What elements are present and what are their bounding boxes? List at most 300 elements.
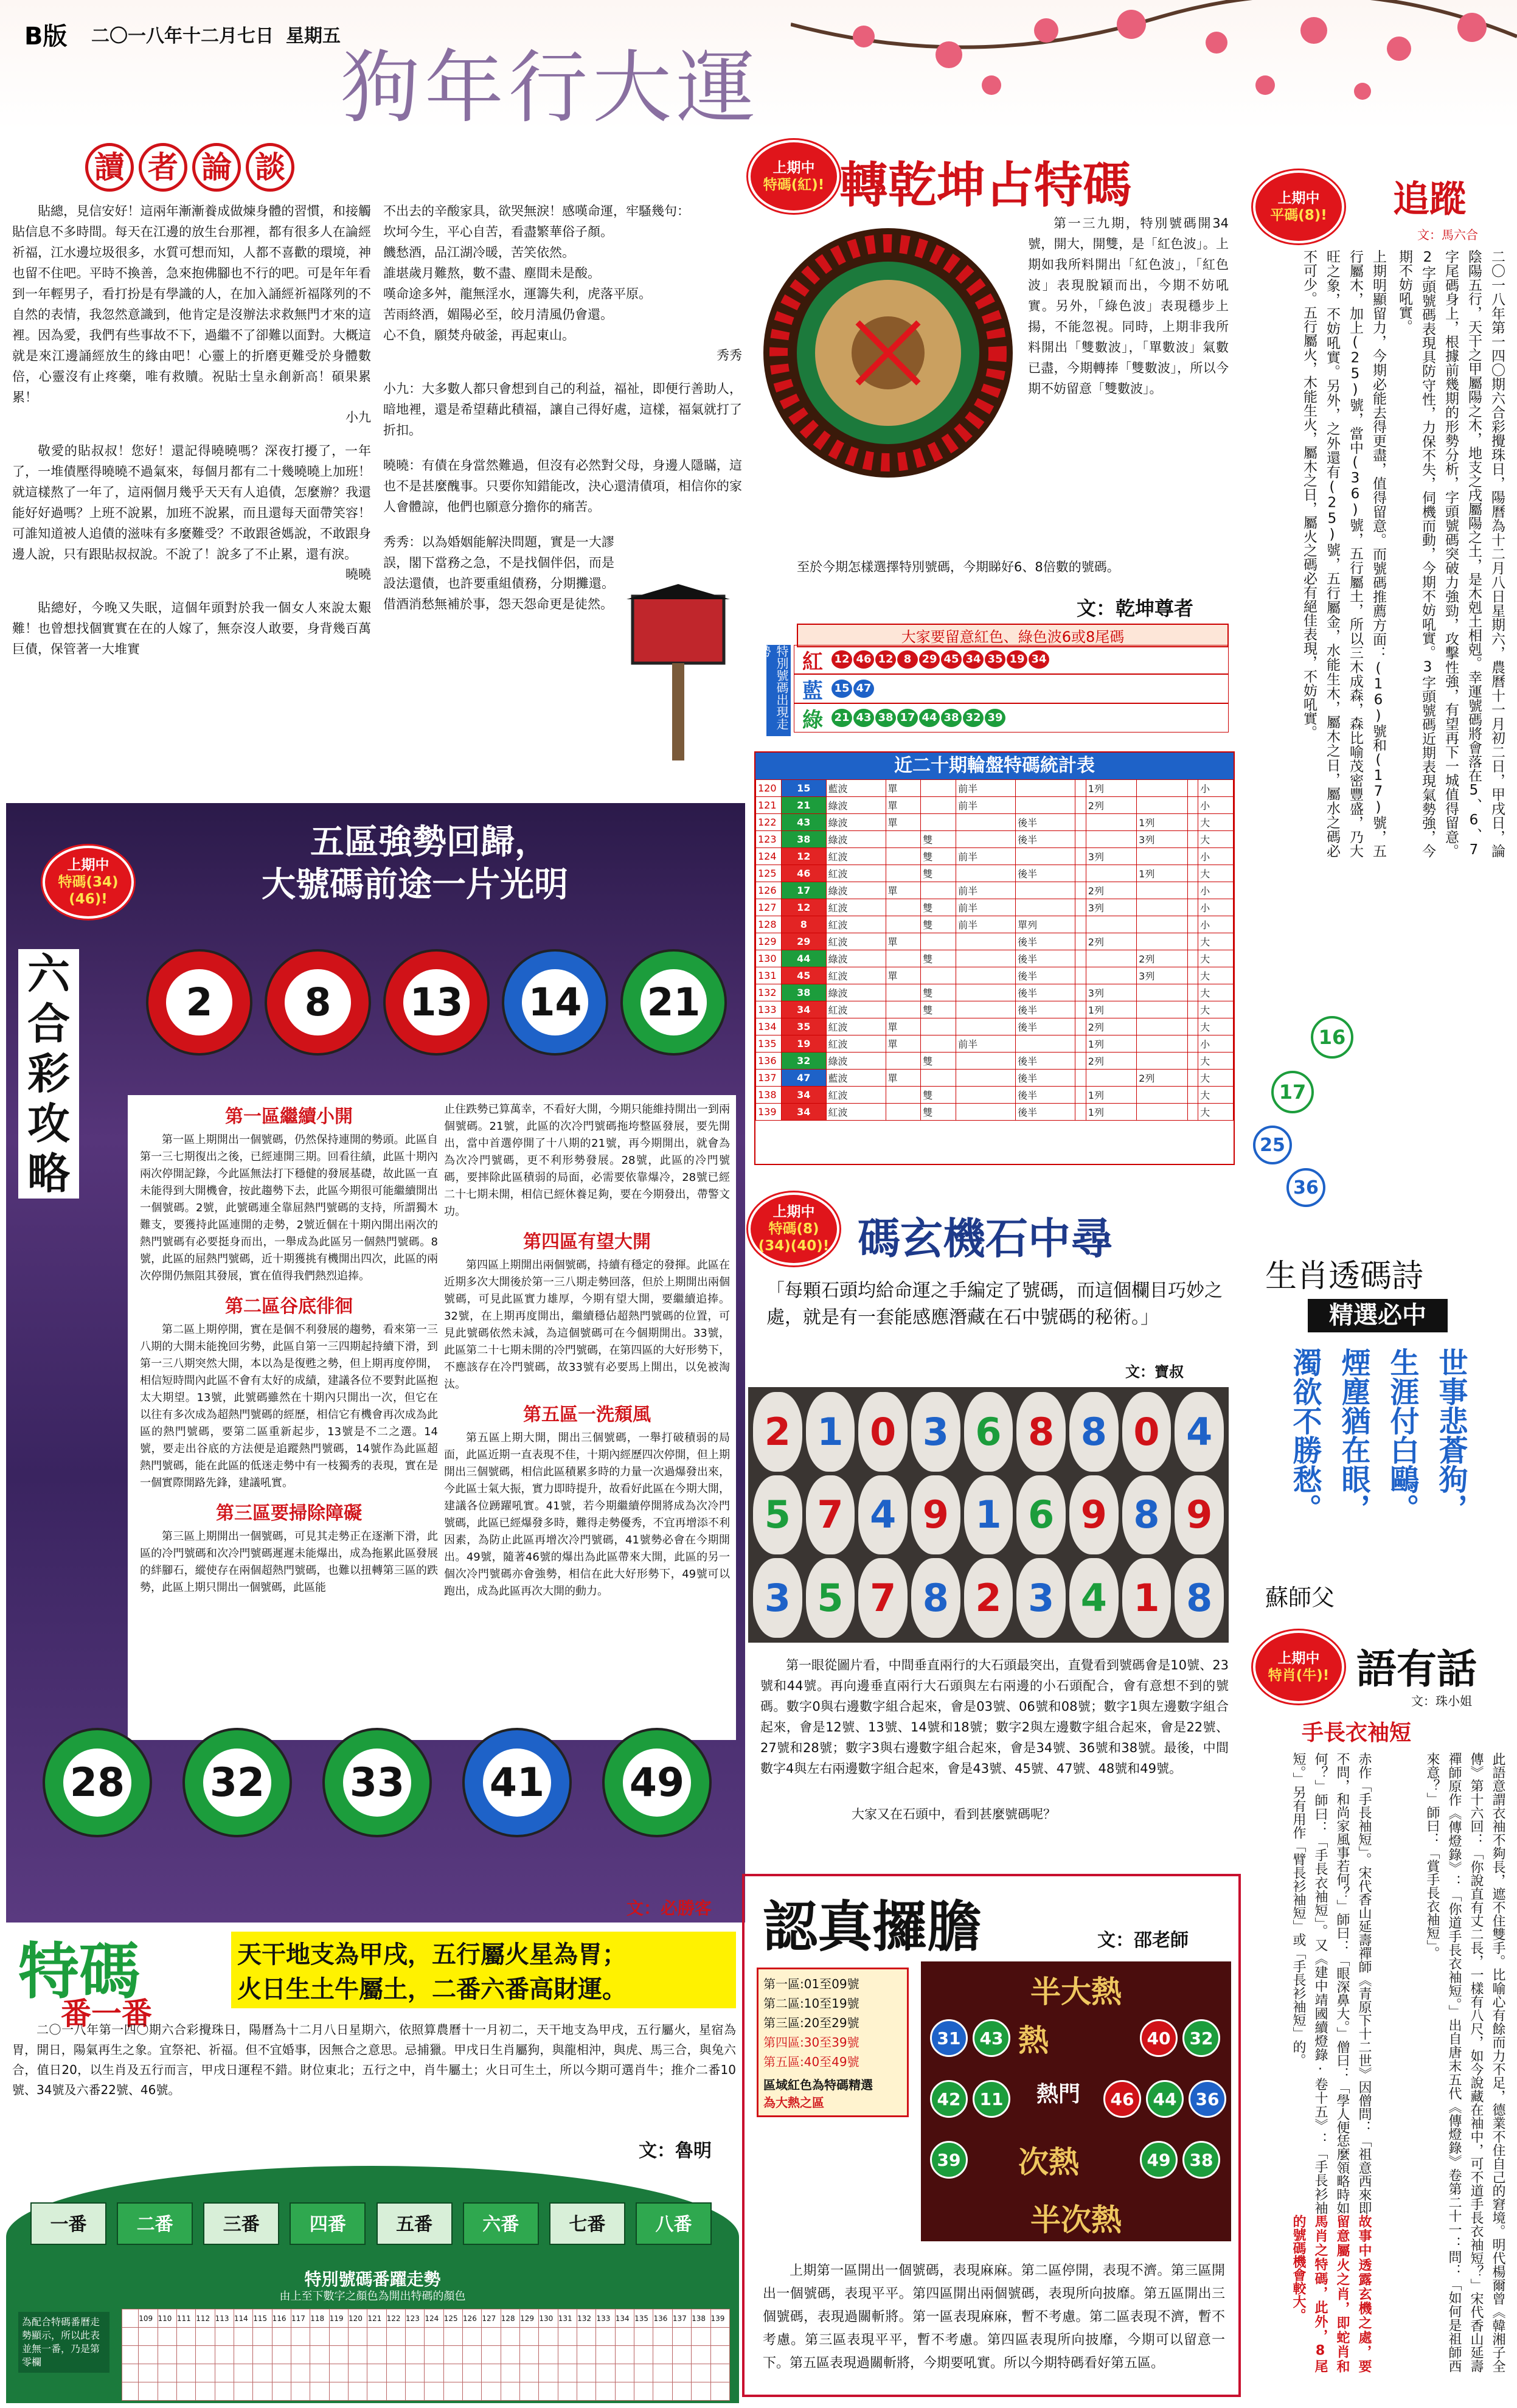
stats-row [756, 933, 1234, 950]
poem-line: 世事悲蒼狗， [1434, 1348, 1468, 1523]
stats-cell: 32 [782, 1053, 827, 1070]
zone-item: 第一區:01至09號 [763, 1977, 859, 1991]
stats-cell [1187, 899, 1198, 916]
stone-number: 8 [1122, 1475, 1172, 1555]
courage-ball: 39 [930, 2141, 968, 2179]
wave-number: 34 [963, 650, 984, 669]
tema-author: 文：魯明 [639, 2140, 712, 2162]
stats-cell: 46 [782, 865, 827, 882]
stats-cell: 後半 [1016, 814, 1075, 831]
stats-cell: 38 [782, 831, 827, 848]
stats-cell: 紅波 [826, 848, 886, 865]
zone-text: 第五區上期大開，開出三個號碼，一舉打破積弱的局面，此區近期一直表現不佳，十期內經歷四次停開，但上期開出三個號碼，相信此區積累多時的力量一次過爆發出來，今此區士氣大振，實力即時提升，故看好此區在今期大開，建議各位踴躍吼實。41號，若今期繼續停開將成為次冷門號碼，此區已經爆發多時，難得走勢優秀，不宜再增添不利因素，為防止此區再增次冷門號碼，41號勢必會在今期開出。49號，隨著46號的爆出為此區帶來大開，此區的另一個次冷門號碼亦會強勢，相信在此大好形勢下，49號可以跑出，成為此區再次大開的動力。 [444, 1432, 730, 1598]
stats-cell [1075, 882, 1086, 899]
trend-cell [463, 2346, 482, 2364]
fan-label: 五番 [377, 2202, 453, 2245]
stone-number: 9 [911, 1475, 960, 1555]
stats-cell [1137, 797, 1187, 814]
trend-col-label: 124 [425, 2309, 443, 2328]
trend-cell [710, 2364, 730, 2382]
trend-cell [367, 2382, 386, 2401]
trend-cell [558, 2382, 577, 2401]
stats-cell: 大 [1198, 933, 1234, 950]
badge-line: 上期中 [1277, 190, 1320, 206]
trend-cell [692, 2346, 710, 2364]
stats-cell: 小 [1198, 1035, 1234, 1053]
stats-cell: 雙 [921, 1087, 956, 1104]
stone-number: 7 [806, 1475, 855, 1555]
trend-cell [501, 2382, 519, 2401]
zone-heading: 第五區一洗頹風 [523, 1404, 651, 1425]
ball-number: 13 [403, 969, 470, 1035]
wave-row [794, 703, 1229, 732]
reply-text: 小九：大多數人都只會想到自己的利益，福祉，即便行善助人，暗地裡，還是希望藉此積福，讓自己得好處，這樣，福氣就打了折扣。 [383, 381, 742, 437]
ball-number: 28 [63, 1749, 131, 1817]
lotto-bottom-balls [30, 1716, 736, 1880]
stats-cell: 單 [886, 797, 921, 814]
stats-cell: 125 [756, 865, 782, 882]
trend-cell [539, 2382, 558, 2401]
qiankun-author: 文：乾坤尊者 [1077, 597, 1194, 620]
stats-cell: 雙 [921, 916, 956, 933]
stone-number: 2 [753, 1392, 802, 1472]
stats-cell: 綠波 [826, 882, 886, 899]
stats-cell [921, 933, 956, 950]
trend-cell [577, 2328, 596, 2346]
stats-cell: 大 [1198, 831, 1234, 848]
trend-col-label: 133 [596, 2309, 615, 2328]
trend-cell [348, 2364, 367, 2382]
trend-cell [520, 2364, 539, 2382]
stats-cell: 大 [1198, 865, 1234, 882]
lottery-ball [322, 1728, 432, 1837]
courage-ball: 46 [1103, 2080, 1141, 2118]
stats-cell [956, 1070, 1016, 1087]
wave-number: 12 [875, 650, 896, 669]
grid-note: 為配合特碼番曆走勢顯示，所以此表並無一番，乃是第零欄 [18, 2312, 109, 2373]
stats-cell: 單列 [1016, 916, 1075, 933]
trend-cell [558, 2364, 577, 2382]
stats-cell [1187, 1070, 1198, 1087]
ball-number: 32 [203, 1749, 271, 1817]
stats-cell: 2列 [1137, 950, 1187, 967]
trend-cell [386, 2328, 405, 2346]
stats-cell: 2列 [1086, 882, 1136, 899]
trend-col-label: 110 [158, 2309, 176, 2328]
trend-cell [310, 2328, 329, 2346]
stats-cell [1187, 1104, 1198, 1121]
stats-cell: 1列 [1086, 1035, 1136, 1053]
stats-cell [921, 1018, 956, 1035]
stats-cell [1016, 899, 1075, 916]
trend-col-label: 134 [615, 2309, 634, 2328]
lotto-section [6, 803, 745, 1923]
stats-cell: 1列 [1086, 1087, 1136, 1104]
stone-text: 第一眼從圖片看，中間垂直兩行的大石頭最突出，直覺看到號碼會是10號、23號和44號。再向邊垂直兩行大石頭與左右兩邊的小石頭配合，會有意想不到的號碼。數字0與右邊數字組合起來，會是03號、06號和08號；數字1與左邊數字組合起來，會是12號、13號、14號和18號；數字2與左邊數字組合起來，會是22號、27號和28號；數字3與右邊數字組合起來，會是34號、36號和38號。最後，中間數字4與左右兩邊數字組合起來，會是43號、45號、47號、48號和49號。 [760, 1658, 1229, 1776]
courage-ball: 43 [973, 2019, 1010, 2057]
trend-cell [596, 2382, 615, 2401]
trend-header-row [122, 2309, 730, 2328]
stats-cell: 大 [1198, 1001, 1234, 1018]
trend-col-label: 139 [710, 2309, 730, 2328]
zone-text: 第四區上期開出兩個號碼，持續有穩定的發揮。此區在近期多次大開後於第一三八期走勢回落，但於上期開出兩個號碼，可見此區實力雄厚，今期有望大開，要繼續追捧。32號，在上期再度開出，繼續穩佔超熱門號碼的位置，可見此號碼依然未減，為這個號碼可在今個期開出。33號，此區第二十七期未開的冷門號碼，在第四區的大好形勢下，不應該存在冷門號碼，故33號有必要馬上開出，以免被淘汰。 [444, 1259, 730, 1391]
stats-cell [1187, 1001, 1198, 1018]
stats-cell [1016, 780, 1075, 797]
trace-title: 追蹤 [1393, 178, 1466, 221]
stats-cell [1075, 1070, 1086, 1087]
zone-heading: 第一區繼續小開 [225, 1106, 353, 1127]
stats-cell: 35 [782, 1018, 827, 1035]
ball-number: 41 [483, 1749, 551, 1817]
stats-cell [956, 984, 1016, 1001]
poem-line: 生涯付白鷗。 [1385, 1348, 1419, 1523]
trend-cell [139, 2364, 158, 2382]
stats-cell: 3列 [1086, 899, 1136, 916]
trace-text: 二〇一八年第一四〇期六合彩攪珠日，陽曆為十二月八日星期六，農曆十一月初二日，甲戌日，論陰陽五行，天干之甲屬陽之木，地支之戌屬陽之土，是木剋土相剋。幸運號碼將會落在5、6、7字尾碼身上，根據前幾期的形勢分析，字頭號碼突破力強勁，攻擊性強，有望再下一城值得留意。2字頭號碼表現具防守性，力保不失，伺機而動，今期不妨吼實。3字頭號碼近期表現氣勢強，今期不妨吼實。 [1397, 249, 1505, 858]
letter-sign: 小九 [345, 410, 371, 425]
stats-cell: 後半 [1016, 1087, 1075, 1104]
stats-cell: 小 [1198, 797, 1234, 814]
trace-ball: 25 [1253, 1126, 1292, 1164]
stats-cell [956, 814, 1016, 831]
stats-cell [1187, 933, 1198, 950]
badge-line: 特碼(紅)! [763, 177, 825, 193]
stats-cell: 34 [782, 1104, 827, 1121]
stats-cell [1137, 1035, 1187, 1053]
wave-nums [831, 680, 875, 698]
trend-cell [615, 2328, 634, 2346]
stats-row [756, 1018, 1234, 1035]
trend-cell [234, 2346, 252, 2364]
stats-cell: 137 [756, 1070, 782, 1087]
stats-cell: 雙 [921, 984, 956, 1001]
stone-author: 文：寶叔 [1125, 1363, 1184, 1380]
trend-cell [558, 2346, 577, 2364]
stats-cell: 19 [782, 1035, 827, 1053]
trend-cell [215, 2382, 234, 2401]
poem-line: 饑愁酒，品江湖冷暖，苦笑依然。 [383, 245, 575, 260]
trend-cell [348, 2328, 367, 2346]
lottery-ball [602, 1728, 712, 1837]
stats-row [756, 831, 1234, 848]
stats-cell: 129 [756, 933, 782, 950]
stats-cell [886, 831, 921, 848]
board-label: 熱 [1018, 2023, 1049, 2058]
wave-number: 8 [897, 650, 918, 669]
stats-cell [886, 1087, 921, 1104]
trend-col-label: 132 [577, 2309, 596, 2328]
stats-cell [886, 916, 921, 933]
board-label: 次熱 [1018, 2145, 1079, 2180]
trend-cell [672, 2364, 691, 2382]
stone-number: 4 [1069, 1558, 1119, 1638]
mailbox-icon [620, 584, 736, 767]
ball-number: 8 [285, 969, 351, 1035]
stats-row [756, 967, 1234, 984]
stats-cell: 3列 [1137, 967, 1187, 984]
stats-cell: 34 [782, 1087, 827, 1104]
trend-cell [406, 2346, 425, 2364]
letter-sign: 曉曉 [345, 567, 371, 582]
stats-cell: 1列 [1086, 1104, 1136, 1121]
trend-cell [139, 2328, 158, 2346]
trend-col-label: 109 [139, 2309, 158, 2328]
lottery-ball [502, 949, 608, 1056]
stats-cell: 3列 [1086, 984, 1136, 1001]
trend-col-label: 127 [482, 2309, 501, 2328]
zone-item: 第二區:10至19號 [763, 1996, 859, 2011]
zodiac-badge [1253, 1630, 1344, 1703]
zone-heading: 第四區有望大開 [523, 1231, 651, 1253]
poem-line: 誰堪歲月難熬，數不盡、塵間未是酸。 [383, 266, 600, 280]
trace-section [1253, 146, 1508, 1241]
stats-cell [1187, 916, 1198, 933]
stats-cell: 1列 [1086, 780, 1136, 797]
stats-cell [1187, 814, 1198, 831]
trend-cell [672, 2382, 691, 2401]
ball-number: 49 [623, 1749, 691, 1817]
zone-note: 區域紅色為特碼精選 [763, 2078, 873, 2092]
stats-cell: 後半 [1016, 1104, 1075, 1121]
stats-cell [1086, 1070, 1136, 1087]
stats-cell: 單 [886, 1018, 921, 1035]
courage-title: 認真攞膽 [763, 1895, 982, 1959]
stats-cell [1075, 1035, 1086, 1053]
qiankun-closing: 至於今期怎樣選擇特別號碼，今期睇好6、8倍數的號碼。 [797, 560, 1120, 574]
stone-section [748, 1192, 1235, 1837]
stone-number: 5 [753, 1475, 802, 1555]
stats-cell [1137, 933, 1187, 950]
zone-item: 第四區:30至39號 [763, 2035, 859, 2050]
trend-cell [539, 2346, 558, 2364]
zodiac-title: 語有話 [1356, 1646, 1477, 1693]
stats-cell: 131 [756, 967, 782, 984]
grid-sub: 由上至下數字之顏色為開出特碼的顏色 [279, 2290, 466, 2303]
wave-legend: 大家要留意紅色、綠色波6或8尾碼 [797, 624, 1229, 647]
stone-closing: 大家又在石頭中，看到甚麼號碼呢？ [852, 1807, 1056, 1822]
stone-number: 3 [753, 1558, 802, 1638]
trend-cell [253, 2346, 272, 2364]
zone-heading: 第二區谷底徘徊 [225, 1296, 353, 1317]
fan-label: 六番 [463, 2202, 539, 2245]
courage-ball: 44 [1146, 2080, 1184, 2118]
stats-cell: 120 [756, 780, 782, 797]
trend-cell [443, 2328, 462, 2346]
trace-ball: 16 [1311, 1016, 1353, 1059]
stats-cell: 139 [756, 1104, 782, 1121]
stats-cell: 雙 [921, 848, 956, 865]
stats-cell [1016, 1035, 1075, 1053]
lotto-col-1 [140, 1101, 438, 1596]
stats-row [756, 797, 1234, 814]
stone-number: 4 [1175, 1392, 1224, 1472]
trend-col-label: 119 [329, 2309, 348, 2328]
poem-line: 濁欲不勝愁。 [1288, 1348, 1322, 1523]
stats-cell: 後半 [1016, 831, 1075, 848]
stats-cell [1075, 950, 1086, 967]
stats-cell: 大 [1198, 1104, 1234, 1121]
zone-item: 第三區:20至29號 [763, 2016, 859, 2030]
wave-number: 39 [985, 709, 1005, 727]
stone-number: 1 [806, 1392, 855, 1472]
issue-date: 二〇一八年十二月七日 [91, 26, 274, 47]
lottery-ball [146, 949, 252, 1056]
stats-cell: 綠波 [826, 831, 886, 848]
courage-ball: 36 [1189, 2080, 1226, 2118]
stats-row [756, 1035, 1234, 1053]
trend-col-label: 115 [253, 2309, 272, 2328]
trend-cell [367, 2328, 386, 2346]
stats-cell: 前半 [956, 882, 1016, 899]
fan-label: 一番 [30, 2202, 106, 2245]
readers-section [12, 140, 745, 779]
stats-row [756, 1001, 1234, 1018]
trend-cell [291, 2364, 310, 2382]
stats-cell: 8 [782, 916, 827, 933]
poem-line: 煙塵猶在眼， [1336, 1348, 1370, 1523]
stone-number: 8 [911, 1558, 960, 1638]
stats-cell: 紅波 [826, 1104, 886, 1121]
trend-cell [482, 2382, 501, 2401]
stats-row [756, 1070, 1234, 1087]
stats-cell: 44 [782, 950, 827, 967]
badge-line: 平碼(8)! [1270, 207, 1327, 223]
trend-cell [539, 2364, 558, 2382]
stats-cell: 43 [782, 814, 827, 831]
stats-cell [1187, 950, 1198, 967]
stats-row [756, 1104, 1234, 1121]
trend-cell [291, 2346, 310, 2364]
lottery-ball [620, 949, 727, 1056]
stats-cell [921, 882, 956, 899]
trend-cell [234, 2328, 252, 2346]
stats-cell: 122 [756, 814, 782, 831]
trend-cell [406, 2382, 425, 2401]
wave-number: 47 [853, 680, 874, 698]
plum-blossom-decoration [791, 0, 1517, 128]
badge-line: 特碼(34) [58, 874, 119, 890]
stats-cell: 138 [756, 1087, 782, 1104]
wave-row [794, 674, 1229, 703]
trend-cell [386, 2346, 405, 2364]
tema-headline [231, 1932, 736, 2008]
ball-number: 2 [166, 969, 232, 1035]
stats-cell: 133 [756, 1001, 782, 1018]
stats-cell [956, 950, 1016, 967]
wave-rows [794, 645, 1229, 732]
stats-cell: 2列 [1086, 1053, 1136, 1070]
stats-title: 近二十期輪盤特碼統計表 [755, 753, 1234, 779]
stats-cell [886, 865, 921, 882]
stone-number: 1 [1122, 1558, 1172, 1638]
stats-cell: 12 [782, 899, 827, 916]
board-label: 半次熱 [1030, 2202, 1122, 2238]
trend-cell [215, 2346, 234, 2364]
ball-number: 21 [640, 969, 707, 1035]
trend-cell [215, 2328, 234, 2346]
trend-cell [348, 2346, 367, 2364]
stats-cell [956, 1018, 1016, 1035]
trend-cell [291, 2328, 310, 2346]
readers-title-char: 讀 [85, 143, 134, 192]
trend-cell [615, 2364, 634, 2382]
wave-number: 15 [831, 680, 852, 698]
courage-section [742, 1874, 1241, 2397]
stats-cell: 單 [886, 1035, 921, 1053]
trend-col-label: 111 [176, 2309, 195, 2328]
stats-cell [956, 1104, 1016, 1121]
stats-cell [1075, 1087, 1086, 1104]
stats-cell [1187, 1087, 1198, 1104]
trend-row [122, 2364, 730, 2382]
trend-cell [634, 2382, 653, 2401]
trend-cell [196, 2328, 215, 2346]
lottery-ball [462, 1728, 572, 1837]
trend-grid [122, 2309, 730, 2401]
stats-cell: 1列 [1137, 814, 1187, 831]
trend-cell [520, 2382, 539, 2401]
trend-cell [310, 2346, 329, 2364]
trend-col-label: 128 [501, 2309, 519, 2328]
stone-number: 8 [1069, 1392, 1119, 1472]
qiankun-section [748, 140, 1235, 736]
wave-number: 45 [941, 650, 962, 669]
trend-col-label: 121 [367, 2309, 386, 2328]
grid-wrap [122, 2309, 730, 2401]
lotto-side-title: 六合彩攻略 [18, 949, 79, 1199]
trend-cell [425, 2382, 443, 2401]
zone-text: 止住跌勢已算萬幸，不看好大開，今期只能維持開出一到兩個號碼。21號，此區的次冷門號碼拖垮整區發展，要先開出，當中首選停開了十八期的21號，再今期開出，就會為為次冷門號碼，更不利形勢發展。28號，此區的冷門號碼，要摔除此區積弱的局面，必需要依靠爆冷，28號已經二十七期未開，相信已經休養足夠，要在今期發出，帶警文功。 [444, 1103, 730, 1218]
stats-cell [956, 865, 1016, 882]
trend-cell [329, 2328, 348, 2346]
stats-row [756, 950, 1234, 967]
trend-cell [501, 2364, 519, 2382]
trace-badge [1253, 170, 1344, 243]
stats-cell [886, 1053, 921, 1070]
stats-cell [921, 967, 956, 984]
zone-text: 第三區上期開出一個號碼，可見其走勢正在逐漸下滑，此區的冷門號碼和次冷門號碼遲遲未能爆出，成為拖累此區發展的絆腳石，縱使存在兩個超熱門號碼，也難以扭轉第三區的跌勢，此區上期只開出一個號碼，此區能 [140, 1530, 438, 1594]
fan-label: 七番 [549, 2202, 625, 2245]
stats-cell: 紅波 [826, 1035, 886, 1053]
stats-cell: 130 [756, 950, 782, 967]
stats-cell: 2列 [1137, 1070, 1187, 1087]
stats-cell [886, 899, 921, 916]
stats-cell [1137, 1001, 1187, 1018]
stats-cell: 單 [886, 1070, 921, 1087]
trend-cell [482, 2328, 501, 2346]
letter-sign: 秀秀 [717, 348, 742, 363]
wave-number: 43 [853, 709, 874, 727]
wave-row [794, 645, 1229, 674]
stats-cell [1075, 933, 1086, 950]
letter-text: 貼總好，今晚又失眠，這個年頭對於我一個女人來說太艱難！也曾想找個實實在在的人嫁了，無奈沒人敢要，身背幾百萬巨債，保管著一大堆實 [12, 600, 371, 656]
stats-cell: 雙 [921, 831, 956, 848]
wave-number: 32 [963, 709, 984, 727]
stats-cell: 2列 [1086, 933, 1136, 950]
wave-number: 17 [897, 709, 918, 727]
trend-cell [653, 2328, 672, 2346]
stats-cell: 3列 [1086, 848, 1136, 865]
stats-row [756, 1087, 1234, 1104]
trend-cell [215, 2364, 234, 2382]
qiankun-text: 第一三九期，特別號碼開34號，開大，開雙，是「紅色波」。上期如我所料開出「紅色波」，「紅色波」表現脫穎而出，今期不妨吼實。另外，「綠色波」表現穩步上揚，不能忽視。同時，上期非我所料開出「雙數波」，「單數波」氣數已盡，今期轉捧「雙數波」，所以今期不妨留意「雙數波」。 [1028, 216, 1229, 396]
stats-row [756, 984, 1234, 1001]
courage-zone-list [757, 1968, 909, 2117]
trend-cell [692, 2328, 710, 2346]
stats-cell: 3列 [1137, 831, 1187, 848]
stats-row [756, 780, 1234, 797]
trend-cell [482, 2364, 501, 2382]
